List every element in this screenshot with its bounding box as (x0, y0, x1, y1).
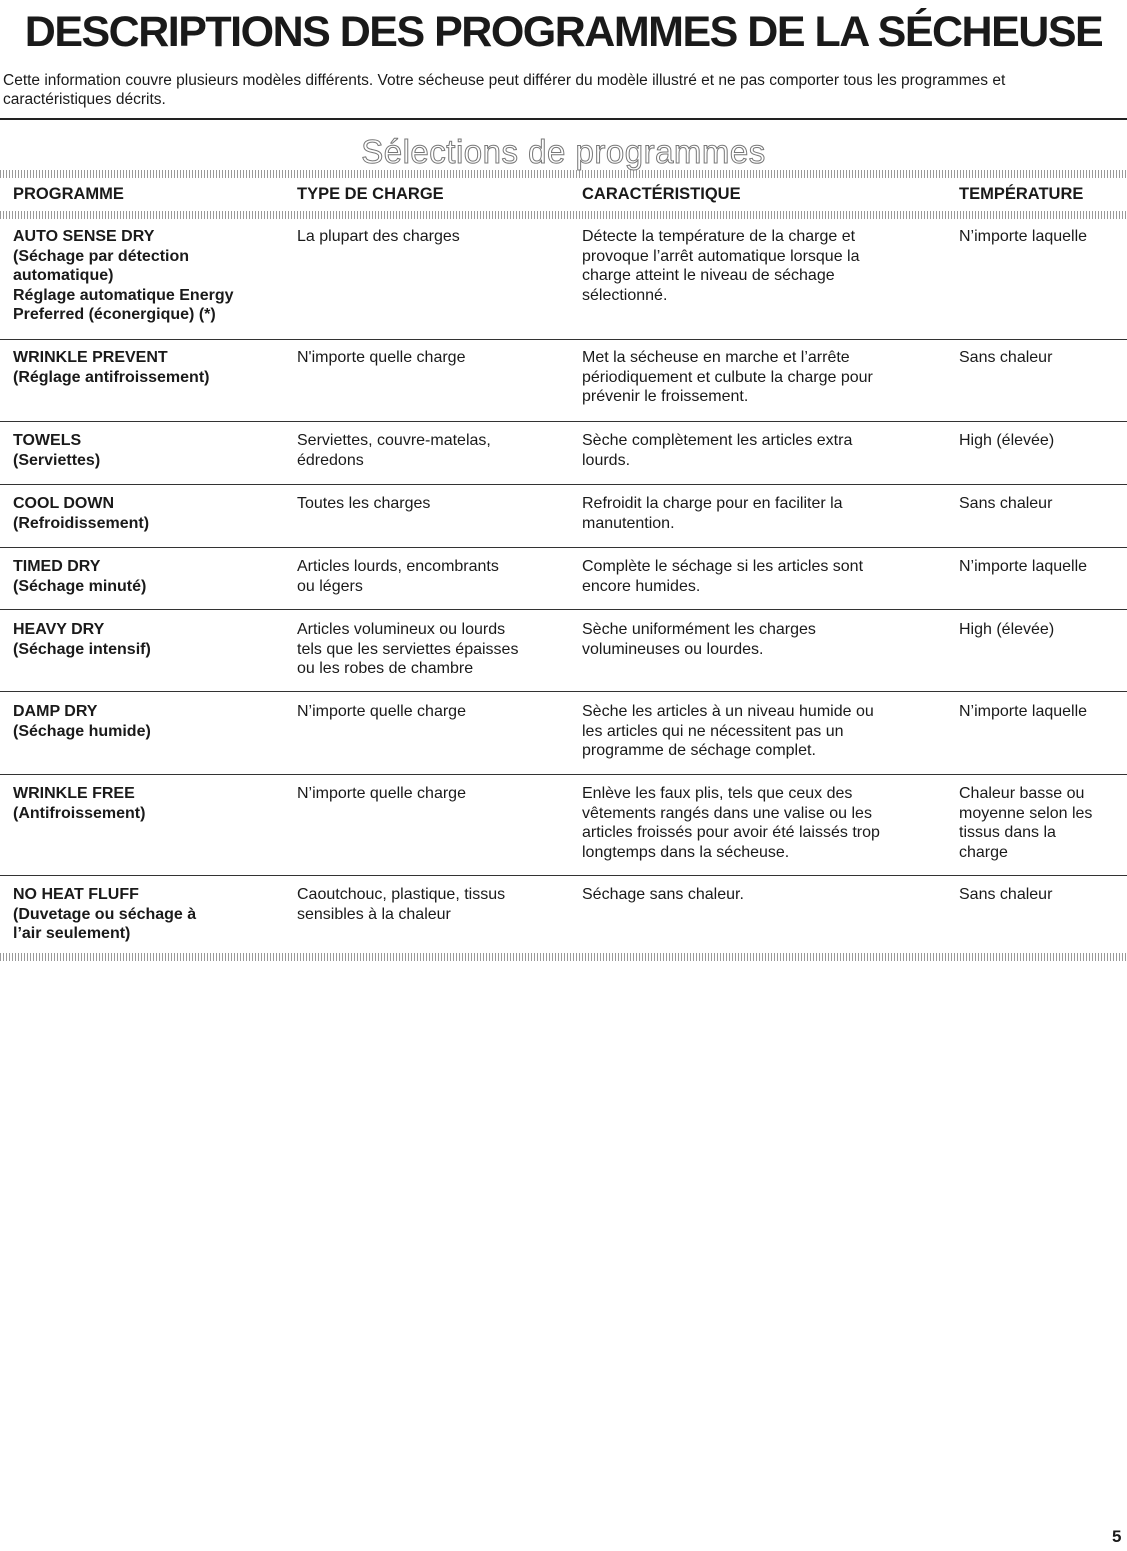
page-number: 5 (1112, 1527, 1122, 1546)
programme-name: AUTO SENSE DRY (Séchage par détection automatique) Réglage automatique Energy Preferred (éconergique) (*) (13, 228, 234, 323)
header-programme: PROGRAMME (13, 185, 124, 203)
row-divider (0, 691, 1127, 692)
temperature: High (élevée) (959, 432, 1055, 449)
row-divider (0, 484, 1127, 485)
top-divider (0, 118, 1127, 120)
temperature: High (élevée) (959, 621, 1055, 638)
temperature: Chaleur basse ou moyenne selon les tissus dans la charge (959, 785, 1093, 861)
feature: Séchage sans chaleur. (582, 886, 744, 903)
header-feature: CARACTÉRISTIQUE (582, 185, 741, 203)
row-divider (0, 547, 1127, 548)
programme-name: HEAVY DRY (Séchage intensif) (13, 621, 151, 658)
table-header (0, 182, 1127, 206)
programme-name: WRINKLE FREE (Antifroissement) (13, 785, 146, 822)
page-title: DESCRIPTIONS DES PROGRAMMES DE LA SÉCHEUSE (24, 8, 1103, 56)
row-divider (0, 609, 1127, 610)
section-title: Sélections de programmes (361, 133, 766, 170)
row-divider (0, 875, 1127, 876)
temperature: Sans chaleur (959, 886, 1053, 903)
temperature: Sans chaleur (959, 495, 1053, 512)
feature: Sèche les articles à un niveau humide ou les articles qui ne nécessitent pas un programme de séchage complet. (582, 703, 874, 759)
programme-name: COOL DOWN (Refroidissement) (13, 495, 150, 532)
temperature: N’importe laquelle (959, 228, 1088, 245)
programme-name: TIMED DRY (Séchage minuté) (13, 558, 147, 595)
row-divider (0, 774, 1127, 775)
programme-name: NO HEAT FLUFF (Duvetage ou séchage à l’air seulement) (13, 886, 197, 942)
temperature: Sans chaleur (959, 349, 1053, 366)
load-type: N’importe quelle charge (297, 785, 466, 802)
dotted-divider (0, 211, 1127, 219)
feature: Sèche uniformément les charges volumineuses ou lourdes. (582, 621, 816, 658)
load-type: La plupart des charges (297, 228, 460, 245)
load-type: Serviettes, couvre-matelas, édredons (297, 432, 491, 469)
load-type: Articles volumineux ou lourds tels que les serviettes épaisses ou les robes de chambre (297, 621, 519, 677)
feature: Refroidit la charge pour en faciliter la manutention. (582, 495, 843, 532)
intro-text: Cette information couvre plusieurs modèles différents. Votre sécheuse peut différer du modèle illustré et ne pas comporter tous les programmes et caractéristiques décrits. (3, 72, 1006, 108)
dotted-divider (0, 170, 1127, 178)
load-type: Articles lourds, encombrants ou légers (297, 558, 499, 595)
programme-name: TOWELS (Serviettes) (13, 432, 101, 469)
dotted-divider (0, 953, 1127, 961)
header-temperature: TEMPÉRATURE (959, 185, 1084, 203)
programme-name: WRINKLE PREVENT (Réglage antifroissement) (13, 349, 210, 386)
load-type: Toutes les charges (297, 495, 431, 512)
feature: Sèche complètement les articles extra lourds. (582, 432, 853, 469)
row-divider (0, 339, 1127, 340)
row-divider (0, 421, 1127, 422)
feature: Complète le séchage si les articles sont encore humides. (582, 558, 864, 595)
header-load-type: TYPE DE CHARGE (297, 185, 444, 203)
feature: Enlève les faux plis, tels que ceux des vêtements rangés dans une valise ou les articles froissés pour avoir été laissés trop longtemps dans la sécheuse. (582, 785, 880, 861)
temperature: N’importe laquelle (959, 558, 1088, 575)
temperature: N’importe laquelle (959, 703, 1088, 720)
load-type: N’importe quelle charge (297, 703, 466, 720)
feature: Détecte la température de la charge et provoque l’arrêt automatique lorsque la charge atteint le niveau de séchage sélectionné. (582, 228, 860, 304)
load-type: Caoutchouc, plastique, tissus sensibles à la chaleur (297, 886, 506, 923)
feature: Met la sécheuse en marche et l’arrête périodiquement et culbute la charge pour prévenir le froissement. (582, 349, 873, 405)
load-type: N'importe quelle charge (297, 349, 466, 366)
programme-name: DAMP DRY (Séchage humide) (13, 703, 151, 740)
